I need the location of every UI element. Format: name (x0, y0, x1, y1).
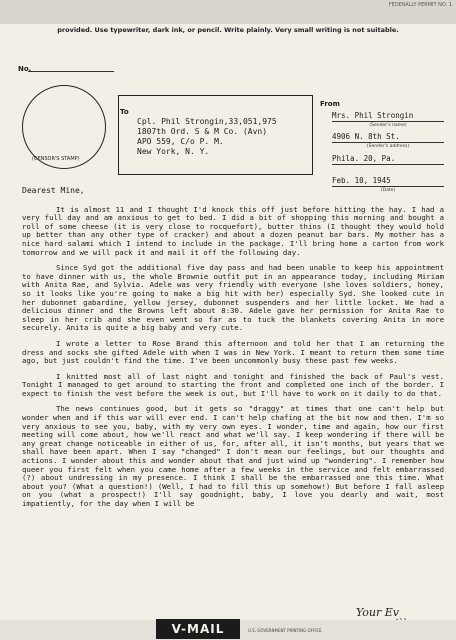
sender-address-caption: (Sender's address) (366, 144, 410, 149)
sender-address-2: Phila. 20, Pa. (332, 154, 444, 165)
handwritten-signature: Your Ev (356, 606, 400, 619)
footer-print: U.S. GOVERNMENT PRINTING OFFICE (248, 628, 322, 633)
sender-name-field (332, 111, 444, 128)
recipient-line-2: 1807th Ord. S & M Co. (Avn) (137, 127, 268, 136)
letter-paragraph-5: The news continues good, but it gets so "draggy" at times that one can't help but wonder when and if this war will ever end. I can't help chafing at the bit now and then. I'm so very anxious to see you, baby, with my very own eyes. I wonder, time and again, how our first meeting will come about, how we'll react and what we'll say. I keep wondering if there will be any great change noticeable in either of us, for, after all, it isn't months, but years that we shall have been apart. When I say "changed" I don't mean our feelings, but our thoughts and actions. I wonder about this and wonder about that and just wind up "wondering". I remember how queer you first felt when you came home after a few weeks in the service and felt embarrassed (?) about undressing in my presence. I think I shall be the embarrassed one this time. What about you? (What a question!) (Well, I had to fill this up somehow!) But before I fall asleep on you (what a prospect!) I'll say goodnight, baby, I love you dearly and wait, most impatiently, for the day when I will be (22, 404, 444, 508)
vmail-logo: V-MAIL (156, 619, 240, 639)
letter-paragraph-2: Since Syd got the additional five day pass and had been unable to keep his appointment to have dinner with us, the whole Brownie outfit put in an appearance today, including Miriam with Anita Rae, and Sylvia. Adele was very friendly with everyone (she loves soldiers, honey, so it looks like you're going to make a big hit with her) especially Syd. She looked cute in her dubonnet gabardine, yellow jersey, dubonnet suspenders and her little locket. We had a delicious dinner and the Browns left about 8:30. Adele gave her permission for Anita Rae to sleep in her crib and she even went so far as to tuck the blankets covering Anita in more securely. Anita is quite a big baby and very cute. (22, 263, 444, 333)
letter-greeting: Dearest Mine, (22, 186, 85, 195)
letter-paragraph-1: It is almost 11 and I thought I'd knock this off just before hitting the hay. I had a very full day and am anxious to get to bed. I did a bit of shopping this morning and bought a roll of some cheese (it is very close to rocquefort), butter thins (I thought they would hold up better than any other type of cracker) and about a dozen peanut bar bars. My mother has a nice hard salami which I intend to include in the package. I'll bring home a carton from work tomorrow and we will pack it and mail it off the following day. (22, 204, 444, 257)
letter-paragraph-3: I wrote a letter to Rose Brand this afternoon and told her that I am returning the dress and socks she gifted Adele with when I was in New York. I meant to return them some time ago, but just couldn't find the time. I've been uncommonly busy these past few weeks. (22, 338, 444, 366)
to-label: To (120, 108, 129, 116)
sender-city-field (332, 154, 444, 165)
sender-name: Mrs. Phil Strongin (332, 111, 444, 122)
recipient-address (137, 117, 277, 157)
from-label: From (320, 100, 340, 108)
number-label: No. (18, 65, 32, 73)
letter-date: Feb. 10, 1945 (332, 176, 444, 187)
letter-paragraph-4: I knitted most all of last night and tonight and finished the back of Paul's vest. Tonight I managed to get around to starting the front and completed one inch of the border. I expect to finish the vest before the week is out, but I'll have to work on it daily to do that. (22, 371, 444, 398)
number-line (28, 71, 114, 72)
date-caption: (Date) (380, 188, 396, 193)
letter-body (22, 187, 444, 516)
top-strip (0, 0, 456, 24)
sender-address-field (332, 132, 444, 149)
censor-stamp-label: (CENSOR'S STAMP) (32, 156, 80, 162)
recipient-line-1: Cpl. Phil Strongin,33,051,975 (137, 117, 277, 126)
recipient-line-3: APO 559, C/o P. M. (137, 137, 224, 146)
form-instructions: provided. Use typewriter, dark ink, or pencil. Write plainly. Very small writing is not suitable. (57, 26, 399, 34)
permit-note: FEDERALLY PERMIT NO. 1 (388, 2, 452, 8)
sender-address-1: 4906 N. 8th St. (332, 132, 444, 143)
sender-name-caption: (Sender's name) (369, 123, 407, 128)
recipient-line-4: New York, N. Y. (137, 147, 210, 156)
